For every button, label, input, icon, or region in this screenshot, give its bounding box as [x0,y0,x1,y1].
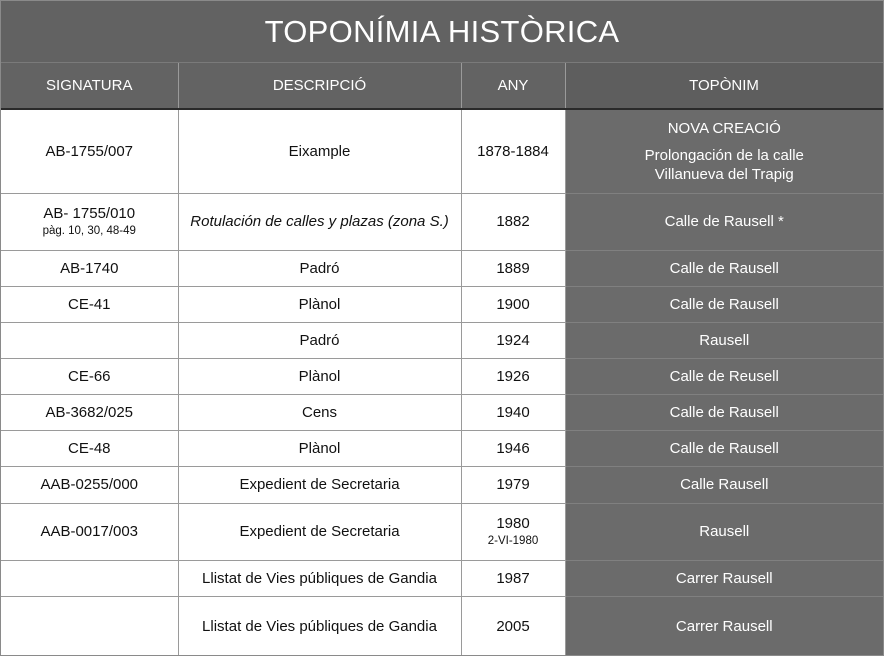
toponim-cell: Calle de Rausell [565,250,883,286]
signatura-cell: AB-1755/007 [1,109,178,193]
toponim-cell: Calle de Reusell [565,358,883,394]
signatura-cell [1,322,178,358]
any-cell: 1979 [461,466,565,503]
any-cell: 2005 [461,596,565,656]
any-cell: 1987 [461,560,565,596]
descripcio-cell: Padró [178,322,461,358]
signatura-value: AB- 1755/010 [43,205,136,222]
table-row [1,560,883,596]
descripcio-cell: Plànol [178,430,461,466]
toponim-value: Prolongación de la calle [644,146,804,164]
table-row [1,109,883,193]
signatura-cell: AAB-0255/000 [1,466,178,503]
any-date: 2-VI-1980 [487,535,539,547]
toponim-cell [565,109,883,193]
table-row [1,322,883,358]
toponim-cell: Calle de Rausell [565,394,883,430]
header-row [1,63,883,109]
signatura-cell: CE-48 [1,430,178,466]
signatura-cell [1,596,178,656]
column-header-descripcio: DESCRIPCIÓ [178,63,461,109]
toponim-cell: Rausell [565,503,883,560]
any-cell: 1900 [461,286,565,322]
toponim-cell: Calle Rausell [565,466,883,503]
signatura-cell: CE-41 [1,286,178,322]
table-row [1,358,883,394]
table-row [1,503,883,560]
toponim-value-line2: Villanueva del Trapig [654,165,794,183]
table-row [1,250,883,286]
descripcio-cell: Plànol [178,358,461,394]
page-title: TOPONÍMIA HISTÒRICA [1,1,883,63]
table-row [1,394,883,430]
column-header-toponim: TOPÒNIM [565,63,883,109]
toponim-cell: Carrer Rausell [565,560,883,596]
signatura-cell: CE-66 [1,358,178,394]
any-cell: 1946 [461,430,565,466]
any-cell: 1878-1884 [461,109,565,193]
descripcio-cell: Plànol [178,286,461,322]
toponymy-table [1,63,884,656]
any-value: 1980 [496,515,530,532]
toponim-cell: Calle de Rausell [565,430,883,466]
toponim-cell: Calle de Rausell [565,286,883,322]
toponim-heading: NOVA CREACIÓ [667,119,781,137]
signatura-cell [1,193,178,250]
toponim-cell: Rausell [565,322,883,358]
table-row [1,596,883,656]
descripcio-cell: Expedient de Secretaria [178,466,461,503]
table-row [1,193,883,250]
signatura-cell: AB-1740 [1,250,178,286]
any-cell: 1889 [461,250,565,286]
descripcio-cell: Llistat de Vies públiques de Gandia [178,560,461,596]
table-row [1,286,883,322]
descripcio-cell: Llistat de Vies públiques de Gandia [178,596,461,656]
signatura-cell: AB-3682/025 [1,394,178,430]
any-cell: 1882 [461,193,565,250]
any-cell: 1924 [461,322,565,358]
signatura-pages: pàg. 10, 30, 48-49 [42,225,136,237]
table-row [1,466,883,503]
any-cell: 1926 [461,358,565,394]
toponim-cell: Calle de Rausell * [565,193,883,250]
descripcio-cell: Eixample [178,109,461,193]
signatura-cell: AAB-0017/003 [1,503,178,560]
any-cell: 1940 [461,394,565,430]
any-cell [461,503,565,560]
signatura-cell [1,560,178,596]
column-header-signatura: SIGNATURA [1,63,178,109]
descripcio-cell: Rotulación de calles y plazas (zona S.) [178,193,461,250]
column-header-any: ANY [461,63,565,109]
toponim-cell: Carrer Rausell [565,596,883,656]
descripcio-cell: Padró [178,250,461,286]
table-row [1,430,883,466]
descripcio-cell: Expedient de Secretaria [178,503,461,560]
descripcio-cell: Cens [178,394,461,430]
